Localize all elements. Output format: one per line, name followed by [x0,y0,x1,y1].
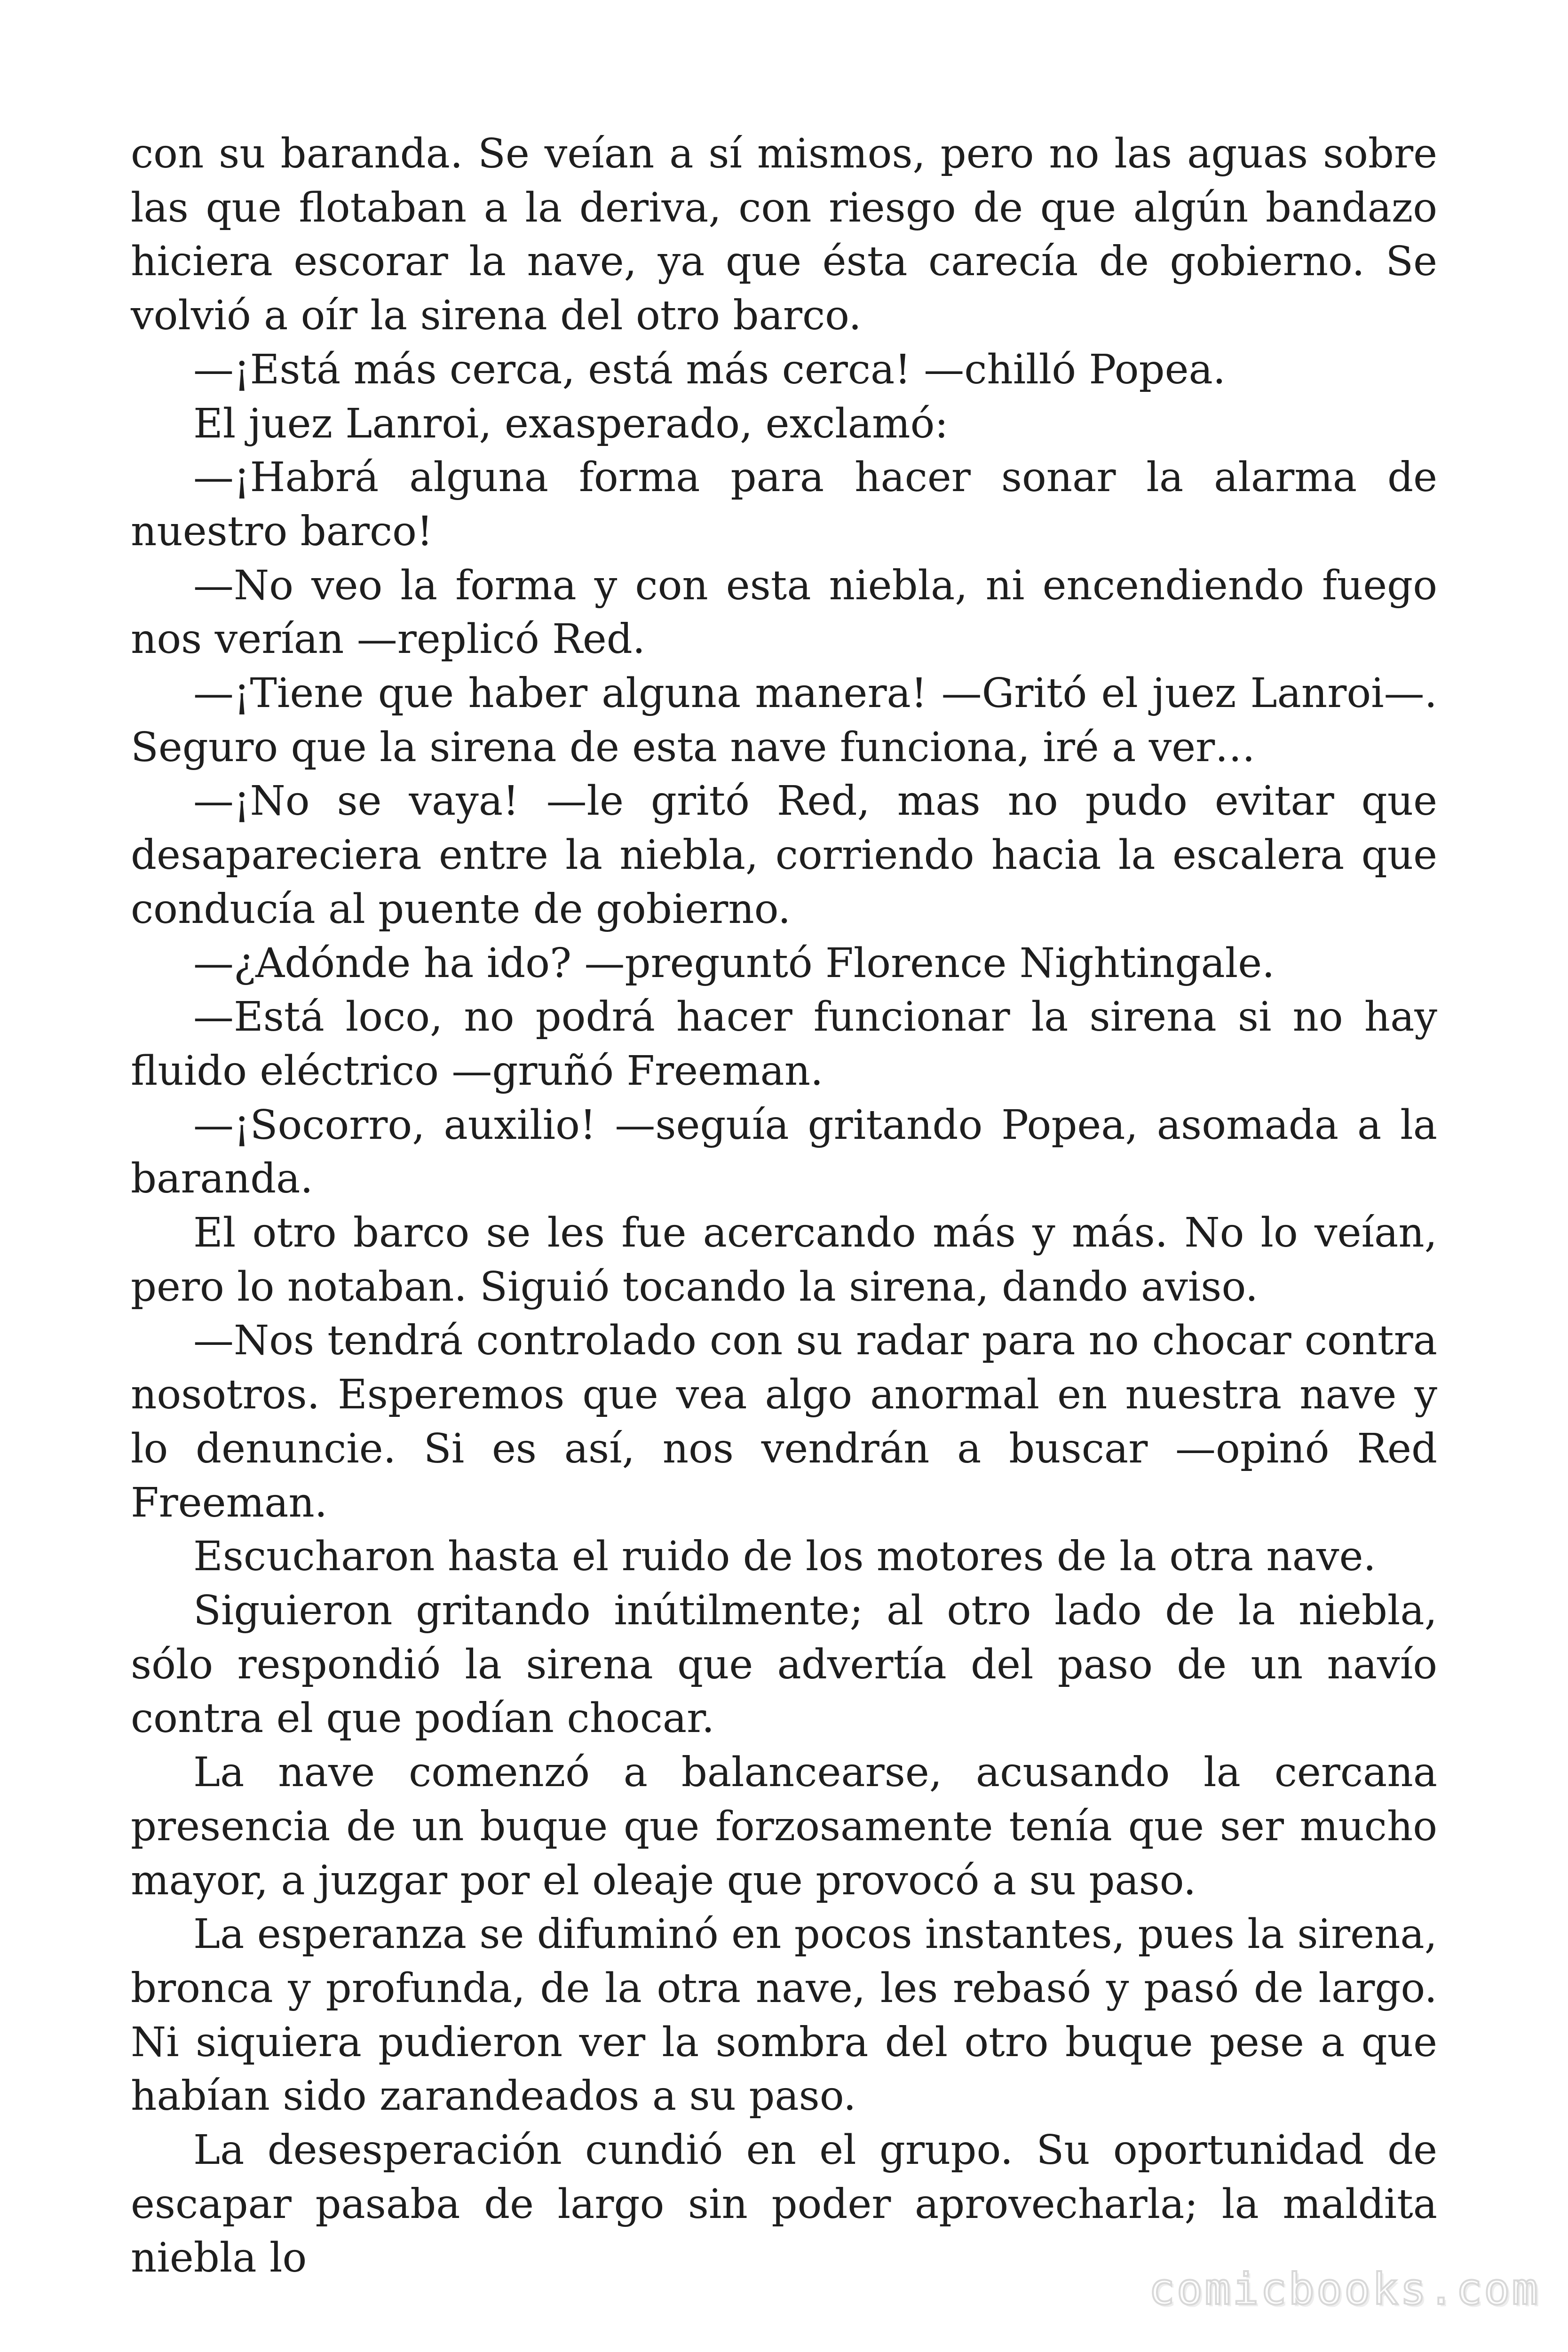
paragraph: —No veo la forma y con esta niebla, ni encendiendo fuego nos verían —replicó Red. [131,562,1437,663]
paragraph: La desesperación cundió en el grupo. Su oportunidad de escapar pasaba de largo sin poder aprovecharla; la maldita niebla lo [131,2127,1437,2282]
paragraph: Escucharon hasta el ruido de los motores de la otra nave. [193,1533,1376,1581]
paragraph: El otro barco se les fue acercando más y más. No lo veían, pero lo notaban. Siguió tocando la sirena, dando aviso. [131,1209,1437,1311]
paragraph: Siguieron gritando inútilmente; al otro lado de la niebla, sólo respondió la sirena que advertía del paso de un navío contra el que podían chocar. [131,1587,1437,1742]
paragraph: La nave comenzó a balancearse, acusando la cercana presencia de un buque que forzosamente tenía que ser mucho mayor, a juzgar por el oleaje que provocó a su paso. [131,1749,1437,1904]
paragraph: con su baranda. Se veían a sí mismos, pero no las aguas sobre las que flotaban a la deriva, con riesgo de que algún bandazo hiciera escorar la nave, ya que ésta carecía de gobierno. Se volvió a oír la sirena del otro barco. [131,130,1437,340]
paragraph: El juez Lanroi, exasperado, exclamó: [193,400,949,447]
body-text [131,127,1437,2285]
paragraph: —¡Tiene que haber alguna manera! —Gritó el juez Lanroi—. Seguro que la sirena de esta nave funciona, iré a ver… [131,670,1437,771]
paragraph: —¡Habrá alguna forma para hacer sonar la alarma de nuestro barco! [131,454,1437,555]
paragraph: —¿Adónde ha ido? —preguntó Florence Nightingale. [193,939,1275,987]
paragraph: —¡Está más cerca, está más cerca! —chilló Popea. [193,346,1226,393]
paragraph: —¡Socorro, auxilio! —seguía gritando Popea, asomada a la baranda. [131,1101,1437,1203]
paragraph: —Nos tendrá controlado con su radar para no chocar contra nosotros. Esperemos que vea algo anormal en nuestra nave y lo denuncie. Si es así, nos vendrán a buscar —opinó Red Freeman. [131,1317,1437,1526]
paragraph: —¡No se vaya! —le gritó Red, mas no pudo evitar que desapareciera entre la niebla, corriendo hacia la escalera que conducía al puente de gobierno. [131,778,1437,933]
paragraph: La esperanza se difuminó en pocos instantes, pues la sirena, bronca y profunda, de la otra nave, les rebasó y pasó de largo. Ni siquiera pudieron ver la sombra del otro buque pese a que habían sido zarandeados a su paso. [131,1911,1438,2120]
watermark: comicbooks.com [1148,2264,1540,2314]
paragraph: —Está loco, no podrá hacer funcionar la sirena si no hay fluido eléctrico —gruñó Freeman. [131,993,1437,1095]
